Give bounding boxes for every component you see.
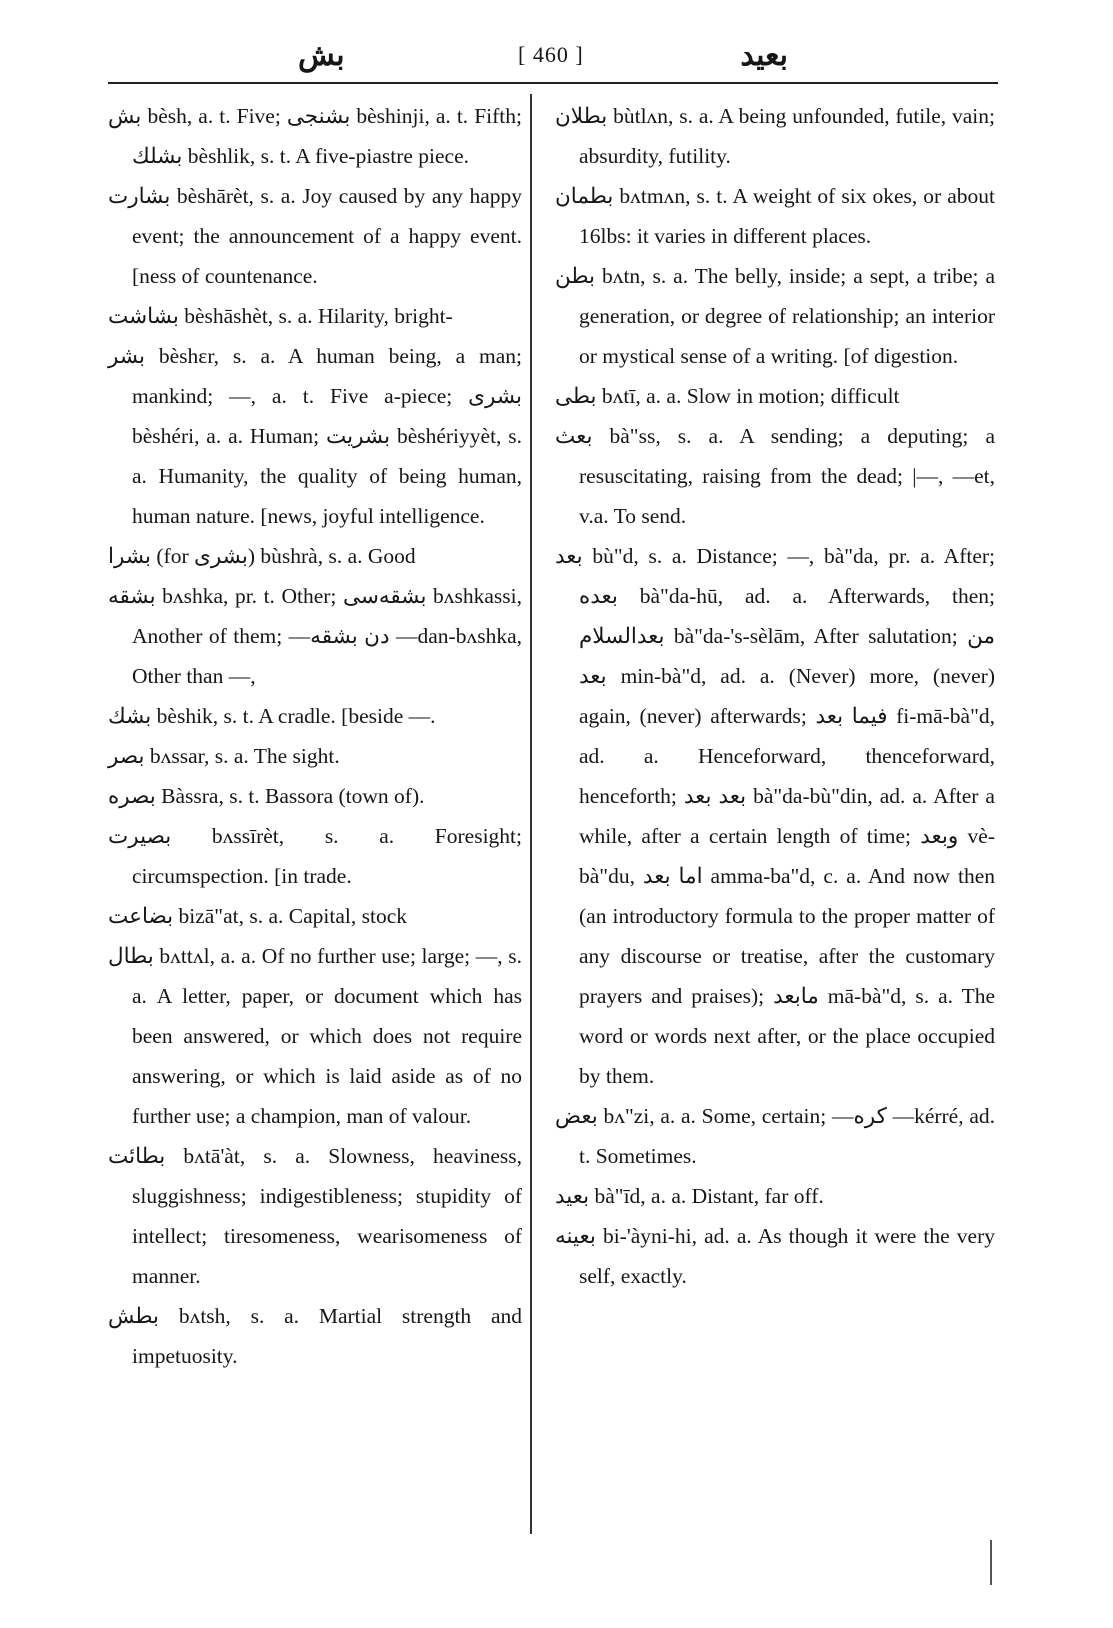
dictionary-entry: بشر bèshɛr, s. a. A human being, a man; mankind; —, a. t. Five a-piece; بشری bèshéri, a. a. Human; بشريت bèshériyyèt, s. a. Humanity, the quality of being human, human nature. [news, joyful intelligence. xyxy=(108,344,523,528)
dictionary-entry: بطائت bʌtā'àt, s. a. Slowness, heaviness, sluggishness; indigestibleness; stupidity of intellect; tiresomeness, wearisomeness of manner. xyxy=(108,1144,522,1288)
dictionary-entry: بشقه bʌshka, pr. t. Other; بشقه‌سی bʌshkassi, Another of them; —دن بشقه —dan-bʌshka, Other than —, xyxy=(108,584,522,688)
dictionary-entry: بطی bʌtī, a. a. Slow in motion; difficult xyxy=(555,384,900,408)
header-left-word: بش xyxy=(298,39,345,72)
header-rule xyxy=(108,82,998,84)
dictionary-entry: بطلان bùtlʌn, s. a. A being unfounded, futile, vain; absurdity, futility. xyxy=(555,104,995,168)
page-number: [ 460 ] xyxy=(518,42,584,67)
dictionary-entry: بشاشت bèshāshèt, s. a. Hilarity, bright- xyxy=(108,304,453,328)
dictionary-entry: بعينه bi-'àyni-hi, ad. a. As though it were the very self, exactly. xyxy=(555,1224,995,1288)
page-header xyxy=(108,38,998,78)
dictionary-entry: بصره Bàssra, s. t. Bassora (town of). xyxy=(108,784,425,808)
dictionary-entry: بشك bèshik, s. t. A cradle. [beside —. xyxy=(108,704,436,728)
dictionary-entry: بضاعت bizā"at, s. a. Capital, stock xyxy=(108,904,407,928)
dictionary-entry: بعض bʌ"zi, a. a. Some, certain; —کره —kérré, ad. t. Sometimes. xyxy=(555,1104,996,1168)
dictionary-entry: بعيد bà"īd, a. a. Distant, far off. xyxy=(555,1184,824,1208)
dictionary-entry: بطش bʌtsh, s. a. Martial strength and impetuosity. xyxy=(108,1304,522,1368)
right-column xyxy=(555,96,995,1296)
dictionary-entry: بطن bʌtn, s. a. The belly, inside; a sept, a tribe; a generation, or degree of relationship; an interior or mystical sense of a writing. [of digestion. xyxy=(555,264,995,368)
margin-rule xyxy=(990,1540,992,1585)
dictionary-entry: بطال bʌttʌl, a. a. Of no further use; large; —, s. a. A letter, paper, or document which has been answered, or which does not require answering, or which is laid aside as of no further use; a champion, man of valour. xyxy=(108,944,522,1128)
dictionary-entry: بصيرت bʌssīrèt, s. a. Foresight; circumspection. [in trade. xyxy=(108,824,522,888)
dictionary-entry: بصر bʌssar, s. a. The sight. xyxy=(108,744,340,768)
dictionary-entry: بشارت bèshārèt, s. a. Joy caused by any happy event; the announcement of a happy event. [ness of countenance. xyxy=(108,184,522,288)
dictionary-entry: بش bèsh, a. t. Five; بشنجی bèshinji, a. t. Fifth; بشلك bèshlik, s. t. A five-piastre piece. xyxy=(108,104,523,168)
header-right-word: بعيد xyxy=(740,39,788,72)
left-column xyxy=(108,96,522,1376)
dictionary-entry: بعد bù"d, s. a. Distance; —, bà"da, pr. a. After; بعده bà"da-hū, ad. a. Afterwards, then; بعدالسلام bà"da-'s-sèlām, After salutation; من بعد min-bà"d, ad. a. (Never) more, (never) again, (never) afterwards; فيما بعد fi-mā-bà"d, ad. a. Henceforward, thenceforward, henceforth; بعد بعد bà"da-bù"din, ad. a. After a while, after a certain length of time; وبعد vè-bà"du, اما بعد amma-ba"d, c. a. And now then (an introductory formula to the proper matter of any discourse or treatise, after the customary prayers and praises); مابعد mā-bà"d, s. a. The word or words next after, or the place occupied by them. xyxy=(555,544,995,1088)
column-divider xyxy=(530,94,532,1534)
dictionary-entry: بطمان bʌtmʌn, s. t. A weight of six okes, or about 16lbs: it varies in different places. xyxy=(555,184,995,248)
dictionary-entry: بعث bà"ss, s. a. A sending; a deputing; a resuscitating, raising from the dead; |—, —et, v.a. To send. xyxy=(555,424,995,528)
dictionary-entry: بشرا (for بشری) bùshrà, s. a. Good xyxy=(108,544,416,568)
